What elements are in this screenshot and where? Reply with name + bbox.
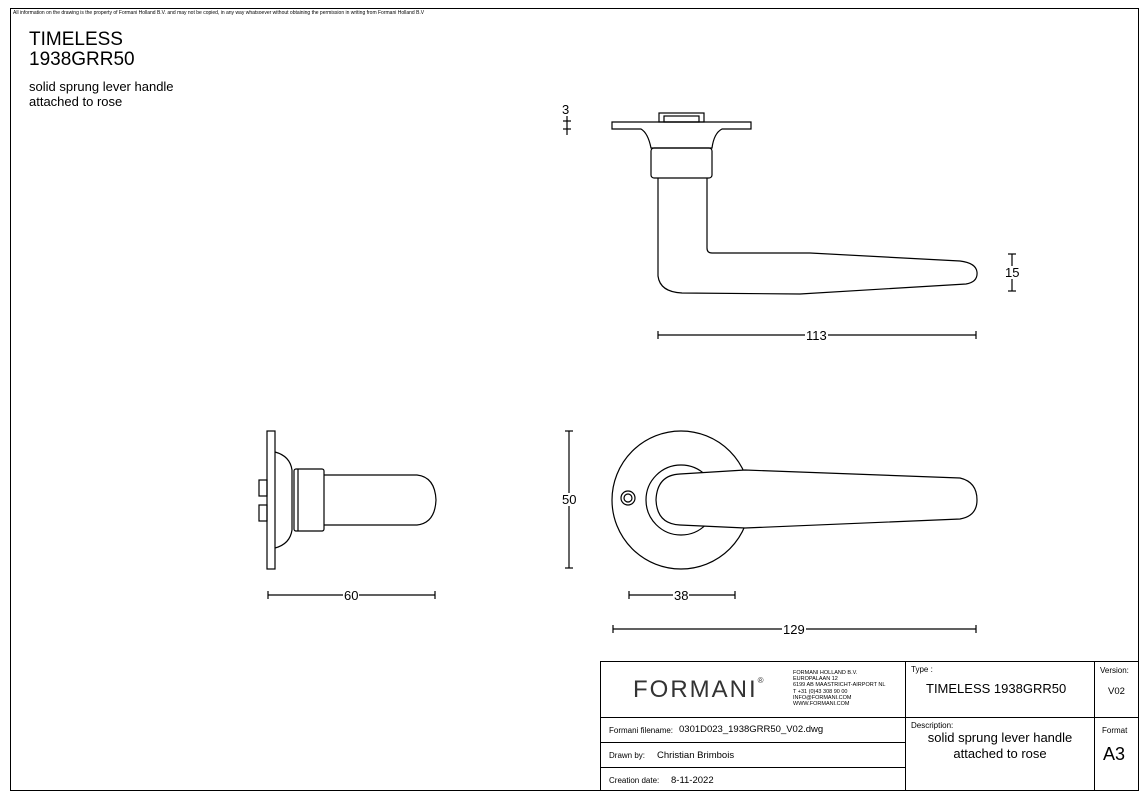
dim-label-rose-offset: 38: [674, 588, 689, 603]
creation-date-cell: [600, 767, 906, 791]
top-view: [563, 113, 1016, 339]
side-screw-top: [259, 480, 267, 496]
company-address: [793, 670, 885, 707]
description-value-2: attached to rose: [953, 746, 1047, 761]
format-cell: [1094, 717, 1139, 791]
side-rose-plate: [267, 431, 275, 569]
side-rose-dome: [275, 452, 292, 548]
type-label: Type :: [911, 665, 933, 674]
format-label: Format: [1102, 726, 1128, 735]
filename-cell: [600, 717, 906, 743]
top-spindle-collar: [651, 148, 712, 178]
side-screw-bottom: [259, 505, 267, 521]
company-line: EUROPALAAN 12: [793, 676, 838, 683]
type-value: TIMELESS 1938GRR50: [926, 681, 1067, 696]
dim-label-lever-projection: 113: [806, 328, 827, 343]
filename-label: Formani filename:: [609, 726, 674, 735]
dim-label-rose-thickness: 3: [562, 102, 570, 117]
drawn-by-label: Drawn by:: [609, 751, 646, 760]
description-line-1: solid sprung lever handle: [29, 79, 174, 94]
company-line: FORMANI HOLLAND B.V.: [793, 670, 858, 676]
title-block: [600, 661, 1139, 791]
front-screw-hole-inner: [624, 494, 632, 502]
top-rose-plate: [612, 122, 751, 148]
company-line: INFO@FORMANI.COM: [793, 694, 852, 701]
front-view: [565, 431, 977, 633]
type-cell: [905, 661, 1095, 718]
dim-label-lever-height: 15: [1005, 265, 1020, 280]
side-view: [259, 431, 436, 599]
front-lever-outline: [656, 470, 977, 528]
drawn-by-value: Christian Brimbois: [657, 750, 735, 761]
product-name: TIMELESS: [29, 29, 123, 50]
version-value: V02: [1108, 686, 1125, 697]
top-rose-boss: [659, 113, 704, 122]
format-value: A3: [1103, 744, 1126, 764]
product-code: 1938GRR50: [29, 49, 135, 70]
company-line: 6199 AB MAASTRICHT-AIRPORT NL: [793, 682, 886, 689]
top-lever-outline: [658, 178, 977, 294]
creation-date-value: 8-11-2022: [671, 775, 714, 786]
version-cell: [1094, 661, 1139, 718]
description-label: Description:: [911, 721, 954, 730]
dim-label-rose-diameter: 50: [562, 492, 577, 507]
creation-date-label: Creation date:: [609, 776, 660, 785]
top-rose-boss-inner: [664, 116, 699, 122]
version-label: Version:: [1100, 666, 1129, 675]
formani-logo: FORMANI®: [633, 676, 764, 703]
copyright-notice: All information on the drawing is the property of Formani Holland B.V. and may not be copied, in any way whatsoever without obtaining the permission in writing from Formani Holland B.V: [13, 10, 425, 16]
description-line-2: attached to rose: [29, 94, 123, 109]
company-line: WWW.FORMANI.COM: [793, 701, 850, 708]
company-line: T +31 (0)43 308 90 00: [793, 688, 848, 695]
dim-label-total-length: 129: [783, 622, 805, 637]
drawn-by-cell: [600, 742, 906, 768]
dim-label-side-depth: 60: [344, 588, 359, 603]
logo-cell: [600, 661, 906, 718]
description-cell: [905, 717, 1095, 791]
side-lever-shaft: [324, 475, 436, 525]
front-screw-hole: [621, 491, 635, 505]
description-value-1: solid sprung lever handle: [927, 730, 1073, 745]
filename-value: 0301D023_1938GRR50_V02.dwg: [679, 724, 824, 735]
